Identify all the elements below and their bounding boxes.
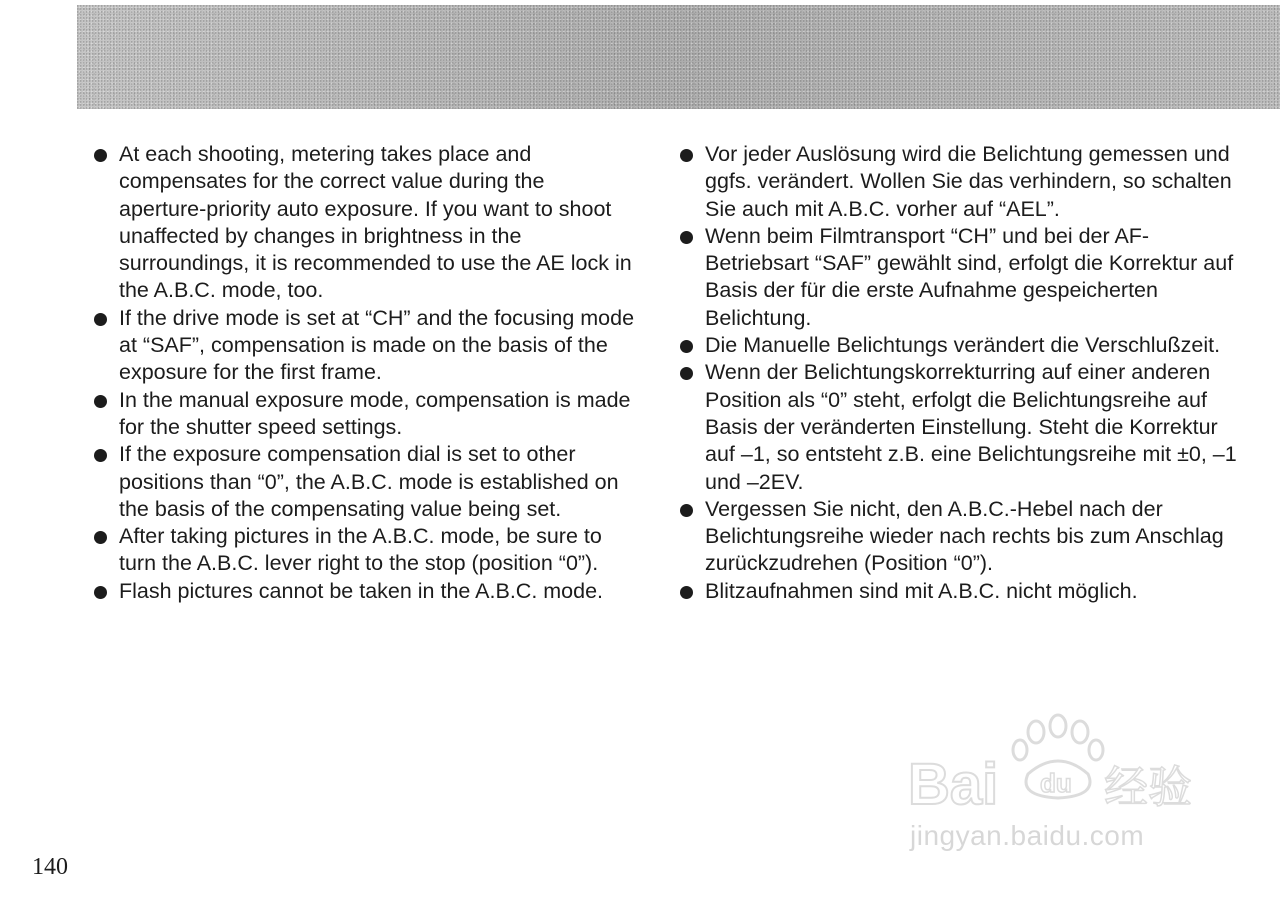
- german-column: [678, 141, 1238, 605]
- svg-text:Bai: Bai: [908, 752, 999, 812]
- bullet-icon: [680, 586, 693, 599]
- header-band: [77, 5, 1280, 109]
- page-number: 140: [32, 854, 68, 880]
- bullet-icon: [94, 586, 107, 599]
- list-item: [92, 141, 637, 305]
- list-item: [92, 305, 637, 387]
- list-item: [678, 578, 1238, 605]
- list-item: [678, 223, 1238, 332]
- list-item: [678, 141, 1238, 223]
- list-item: [678, 359, 1238, 495]
- bullet-icon: [680, 367, 693, 380]
- list-item-text: Die Manuelle Belichtungs verändert die Verschlußzeit.: [705, 333, 1221, 358]
- list-item: [92, 523, 637, 578]
- bullet-icon: [94, 395, 107, 408]
- list-item: [678, 332, 1238, 359]
- list-item: [92, 441, 637, 523]
- bullet-icon: [680, 504, 693, 517]
- baidu-paw-logo-icon: [908, 712, 1198, 812]
- bullet-icon: [680, 231, 693, 244]
- list-item-text: If the exposure compensation dial is set to other positions than “0”, the A.B.C. mode is established on the basis of the compensating value being set.: [119, 442, 619, 521]
- list-item-text: Blitzaufnahmen sind mit A.B.C. nicht möglich.: [705, 578, 1138, 603]
- list-item: [92, 578, 637, 605]
- list-item-text: Vor jeder Auslösung wird die Belichtung gemessen und ggfs. verändert. Wollen Sie das verhindern, so schalten Sie auch mit A.B.C. vorher auf “AEL”.: [705, 142, 1232, 221]
- bullet-icon: [680, 340, 693, 353]
- list-item-text: After taking pictures in the A.B.C. mode, be sure to turn the A.B.C. lever right to the stop (position “0”).: [119, 524, 602, 576]
- list-item-text: In the manual exposure mode, compensation is made for the shutter speed settings.: [119, 387, 631, 439]
- list-item-text: Wenn beim Filmtransport “CH” und bei der AF-Betriebsart “SAF” gewählt sind, erfolgt die Korrektur auf Basis der für die erste Aufnahme gespeicherten Belichtung.: [705, 223, 1234, 330]
- list-item: [678, 496, 1238, 578]
- english-column: [92, 141, 637, 605]
- list-item-text: If the drive mode is set at “CH” and the focusing mode at “SAF”, compensation is made on the basis of the exposure for the first frame.: [119, 305, 635, 385]
- watermark-url: jingyan.baidu.com: [910, 820, 1145, 851]
- bullet-icon: [94, 449, 107, 462]
- svg-text:经验: 经验: [1104, 762, 1192, 812]
- list-item: [92, 387, 637, 442]
- watermark: [900, 712, 1200, 862]
- bullet-icon: [680, 149, 693, 162]
- list-item-text: Flash pictures cannot be taken in the A.B.C. mode.: [119, 578, 604, 603]
- bullet-icon: [94, 149, 107, 162]
- list-item-text: Wenn der Belichtungskorrekturring auf einer anderen Position als “0” steht, erfolgt die Belichtungsreihe auf Basis der veränderten Einstellung. Steht die Korrektur auf –1, so entsteht z.B. eine Belichtungsreihe mit ±0, –1 und –2EV.: [705, 360, 1237, 494]
- list-item-text: At each shooting, metering takes place and compensates for the correct value during the aperture-priority auto exposure. If you want to shoot unaffected by changes in brightness in the surroundings, it is recommended to use the AE lock in the A.B.C. mode, too.: [119, 142, 632, 303]
- bullet-icon: [94, 313, 107, 326]
- svg-text:du: du: [1040, 768, 1072, 798]
- list-item-text: Vergessen Sie nicht, den A.B.C.-Hebel nach der Belichtungsreihe wieder nach rechts bis zum Anschlag zurückzudrehen (Position “0”).: [705, 496, 1224, 576]
- bullet-icon: [94, 531, 107, 544]
